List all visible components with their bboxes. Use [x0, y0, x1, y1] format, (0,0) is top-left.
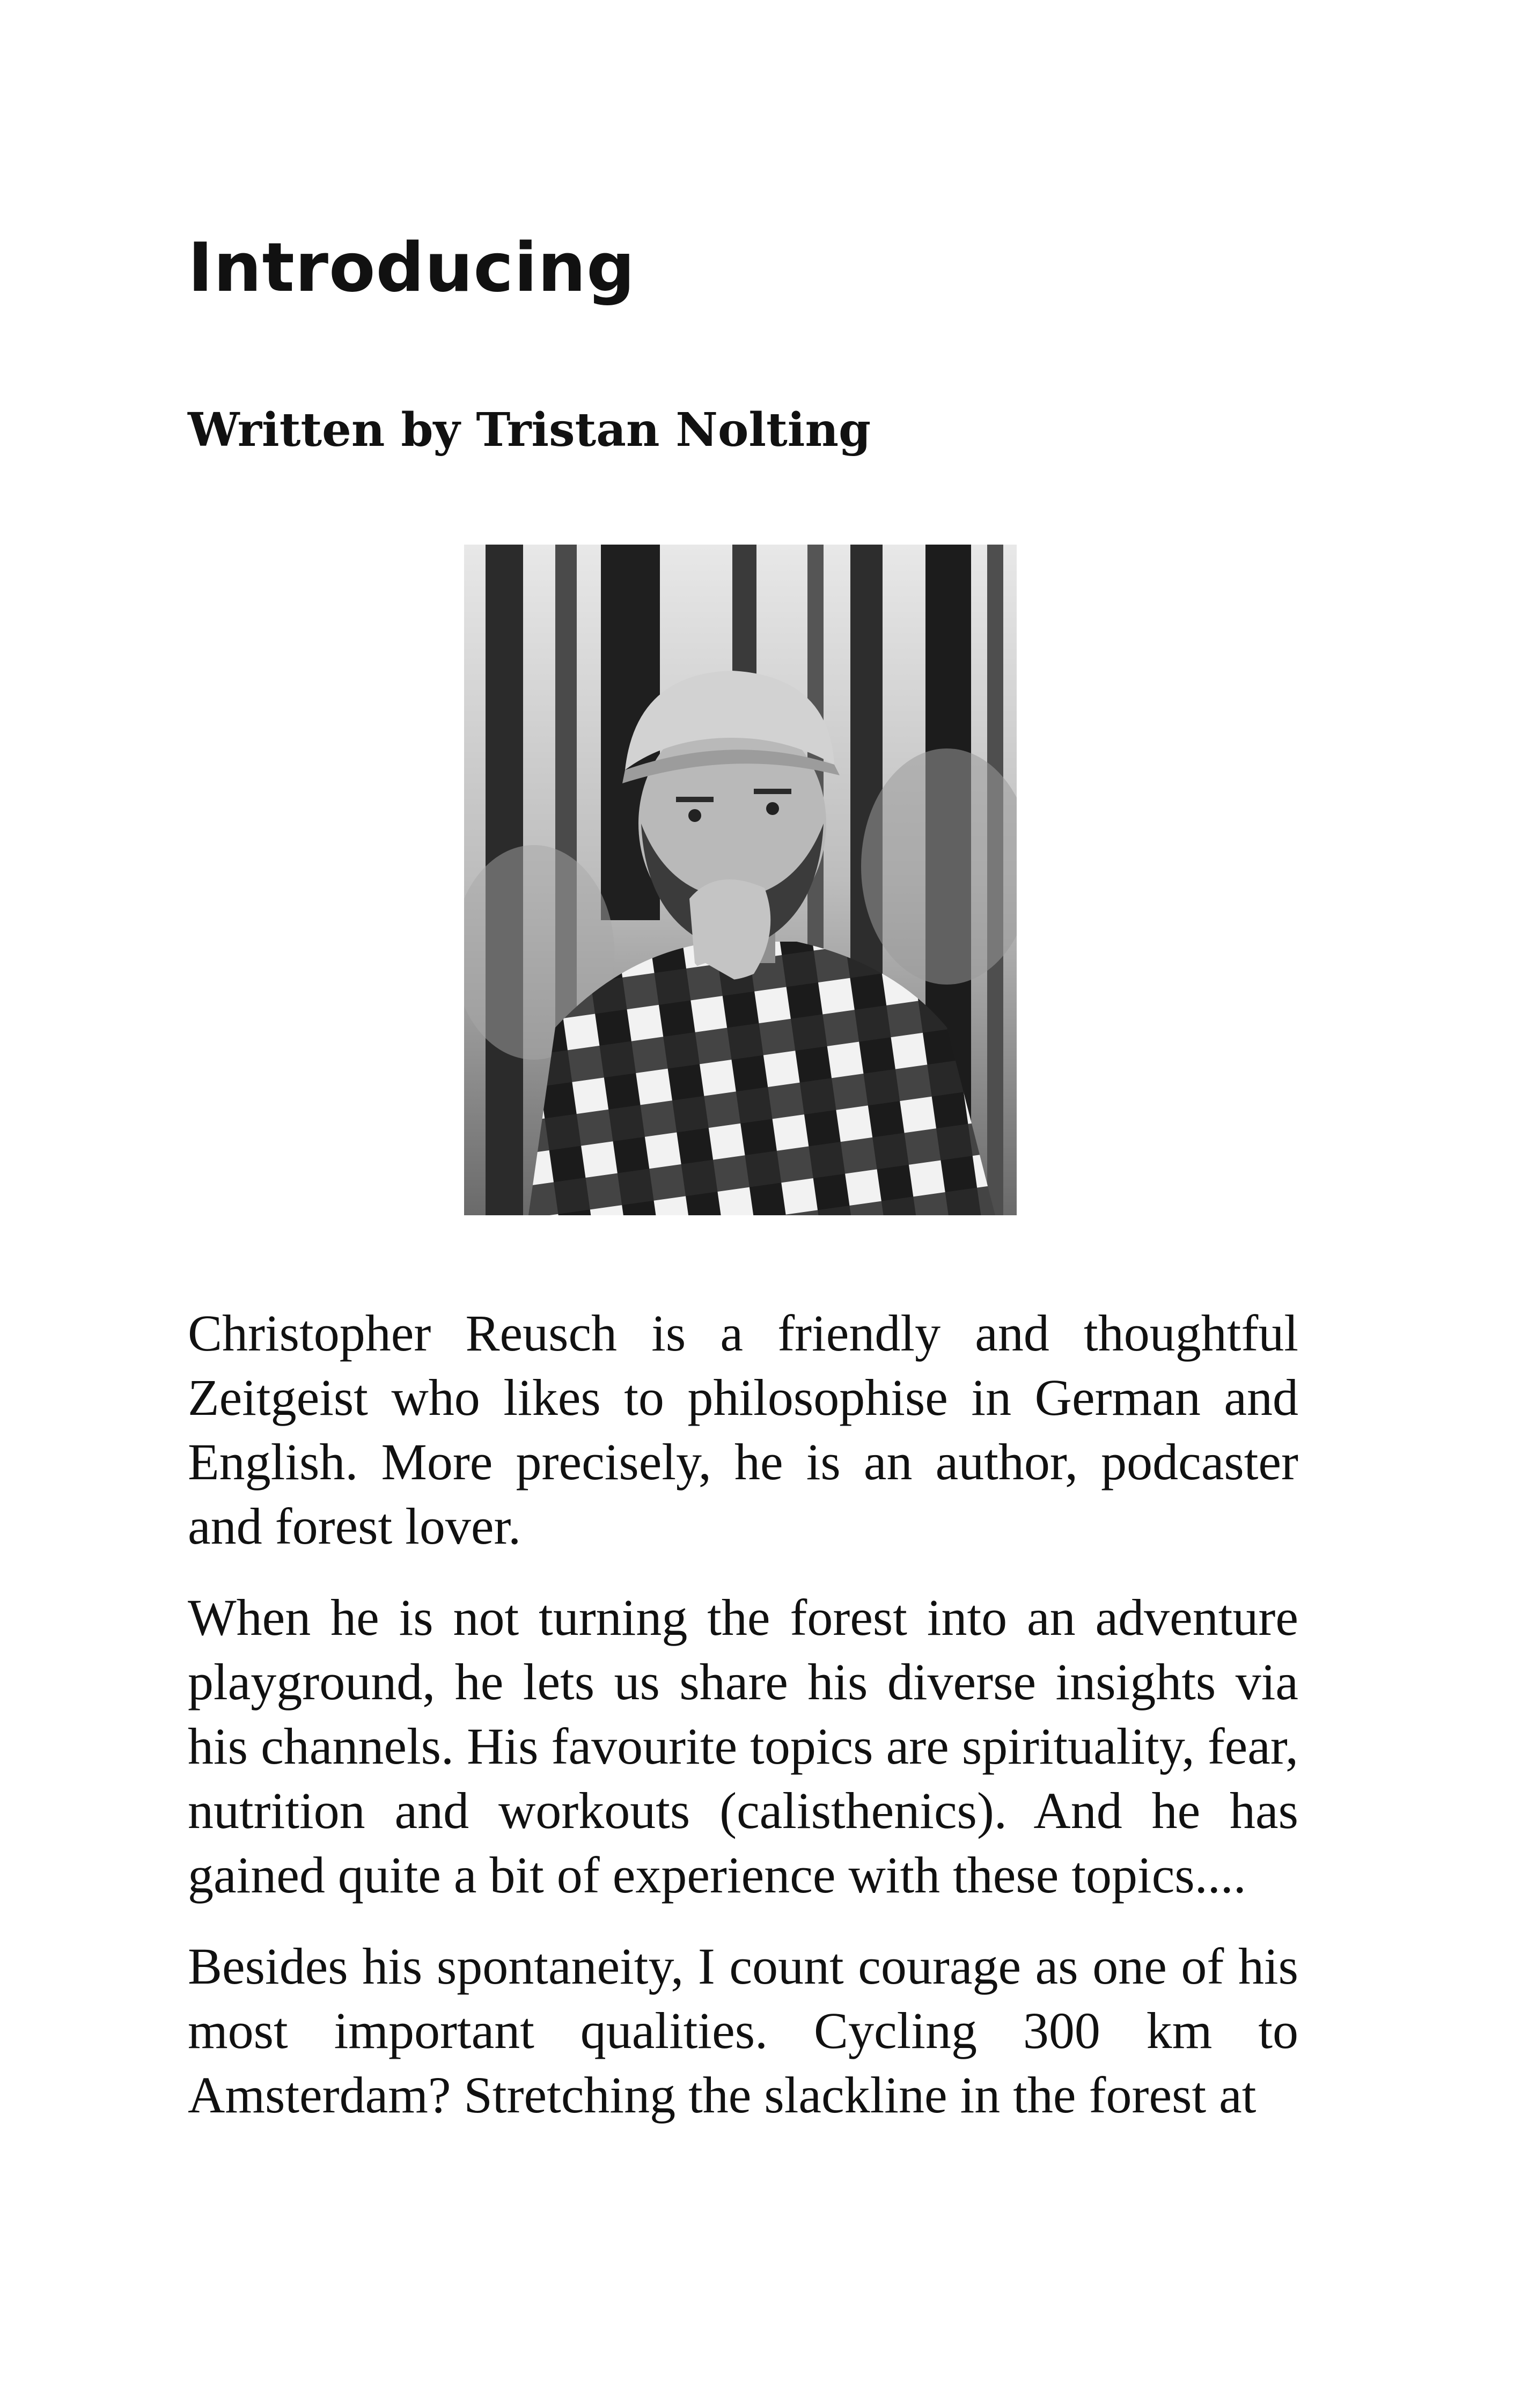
paragraph: Christopher Reusch is a friendly and thoughtful Zeitgeist who likes to philosophise in German and English. More precisely, he is an author, podcaster and forest lover. [188, 1304, 1298, 1555]
portrait-photo [464, 545, 1017, 1215]
body-text [188, 1301, 1298, 2154]
page-title: Introducing [188, 228, 636, 307]
author-byline: Written by Tristan Nolting [188, 403, 871, 457]
paragraph: When he is not turning the forest into an adventure playground, he lets us share his diverse insights via his channels. His favourite topics are spirituality, fear, nutrition and workouts (calisthenics). And he has gained quite a bit of experience with these topics.... [188, 1589, 1298, 1904]
paragraph: Besides his spontaneity, I count courage as one of his most important qualities. Cycling 300 km to Amsterdam? Stretching the slackline in the forest at [188, 1937, 1298, 2124]
